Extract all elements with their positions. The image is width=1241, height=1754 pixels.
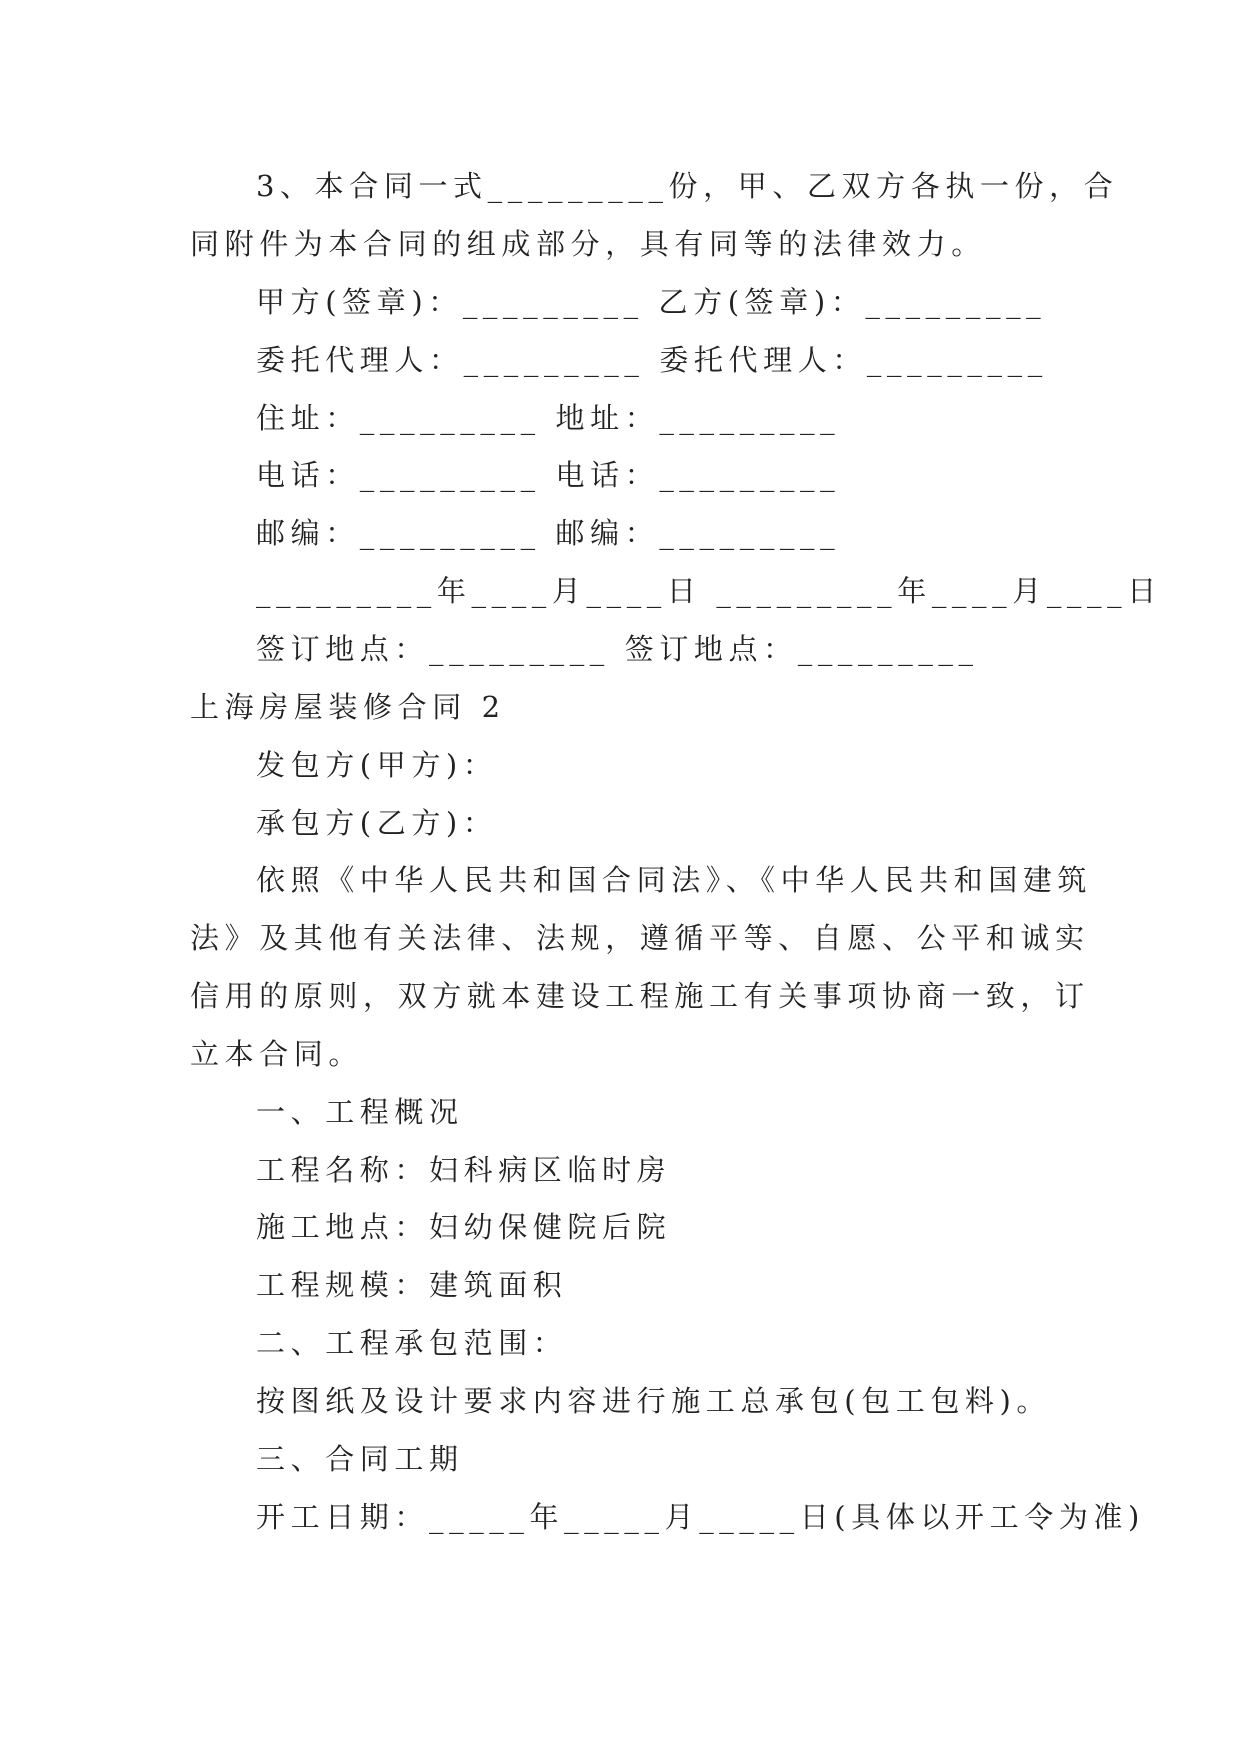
scope-description-line: 按图纸及设计要求内容进行施工总承包(包工包料)。 xyxy=(256,1384,1052,1418)
start-date-line: 开工日期：_____年_____月_____日(具体以开工令为准) xyxy=(256,1500,1145,1534)
date-line: _________年____月____日 _________年____月____日 xyxy=(256,574,1162,608)
signature-line: 甲方(签章)：_________ 乙方(签章)：_________ xyxy=(256,285,1047,319)
preamble-line-4: 立本合同。 xyxy=(190,1037,364,1071)
heading-contract-period: 三、合同工期 xyxy=(256,1442,464,1476)
phone-line: 电话：_________ 电话：_________ xyxy=(256,458,841,492)
clause-3-line-2: 同附件为本合同的组成部分，具有同等的法律效力。 xyxy=(190,227,986,261)
preamble-line-3: 信用的原则，双方就本建设工程施工有关事项协商一致，订 xyxy=(190,979,1090,1013)
party-b-line: 承包方(乙方)： xyxy=(256,806,498,840)
heading-project-overview: 一、工程概况 xyxy=(256,1095,464,1129)
section-title: 上海房屋装修合同 2 xyxy=(190,690,506,724)
signing-place-line: 签订地点：_________ 签订地点：_________ xyxy=(256,632,979,666)
postcode-line: 邮编：_________ 邮编：_________ xyxy=(256,516,841,550)
construction-site-line: 施工地点：妇幼保健院后院 xyxy=(256,1210,672,1244)
address-line: 住址：_________ 地址：_________ xyxy=(256,401,841,435)
clause-3-line-1: 3、本合同一式_________份，甲、乙双方各执一份，合 xyxy=(256,169,1119,203)
project-name-line: 工程名称：妇科病区临时房 xyxy=(256,1153,672,1187)
party-a-line: 发包方(甲方)： xyxy=(256,748,498,782)
project-scale-line: 工程规模：建筑面积 xyxy=(256,1268,568,1302)
heading-contract-scope: 二、工程承包范围： xyxy=(256,1326,568,1360)
agent-line: 委托代理人：_________ 委托代理人：_________ xyxy=(256,343,1048,377)
preamble-line-1: 依照《中华人民共和国合同法》、《中华人民共和国建筑 xyxy=(256,863,1093,897)
preamble-line-2: 法》及其他有关法律、法规，遵循平等、自愿、公平和诚实 xyxy=(190,921,1090,955)
